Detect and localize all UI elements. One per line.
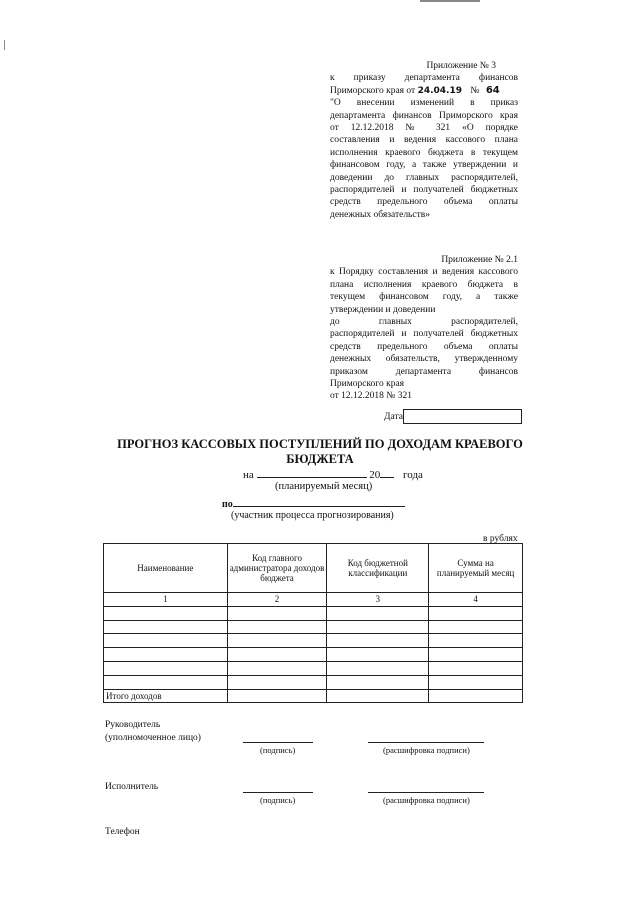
table-cell[interactable] <box>327 648 429 662</box>
appendix-3-title: Приложение № 3 <box>426 61 496 71</box>
table-cell[interactable] <box>429 620 523 634</box>
handwritten-date: 24.04.19 <box>417 85 462 96</box>
appendix-3-line: Приморского края от 24.04.19 № 64 <box>330 84 500 96</box>
participant-field[interactable] <box>233 496 405 507</box>
table-cell[interactable] <box>227 648 327 662</box>
year-field[interactable] <box>380 466 394 478</box>
appendix-2-1-line: распорядителей и получателей бюджетных <box>330 329 518 340</box>
executor-decoding-line[interactable] <box>368 792 484 793</box>
table-cell[interactable] <box>227 606 327 620</box>
table-cell[interactable] <box>227 675 327 689</box>
appendix-3-line: денежных обязательств» <box>330 209 430 220</box>
table-row <box>104 675 523 689</box>
appendix-2-1-title: Приложение № 2.1 <box>441 255 518 265</box>
table-cell[interactable] <box>429 675 523 689</box>
participant-caption: (участник процесса прогнозирования) <box>231 510 394 521</box>
handwritten-number: 64 <box>485 84 500 96</box>
appendix-2-1-line: к Порядку составления и ведения кассового <box>330 267 518 278</box>
table-cell[interactable] <box>327 689 429 703</box>
appendix-3-line: исполнения краевого бюджета в текущем <box>330 147 518 158</box>
table-cell[interactable] <box>429 606 523 620</box>
table-cell[interactable] <box>104 620 228 634</box>
header-admin-code: Код главного администратора доходов бюджета <box>227 544 327 593</box>
table-cell[interactable] <box>327 661 429 675</box>
executor-label: Исполнитель <box>105 782 159 792</box>
month-field[interactable] <box>257 466 367 478</box>
appendix-3-block <box>330 60 518 221</box>
appendix-3-line: средств предельного объема оплаты <box>330 197 518 208</box>
table-cell[interactable] <box>104 606 228 620</box>
appendix-3-line: финансовом году, а также утверждении и <box>330 160 518 171</box>
appendix-2-1-line: плана исполнения краевого бюджета в <box>330 279 518 290</box>
table-cell[interactable] <box>429 689 523 703</box>
scan-mark-top <box>420 0 480 2</box>
table-cell[interactable] <box>327 634 429 648</box>
table-cell[interactable] <box>227 634 327 648</box>
appendix-3-line: распорядителей и получателей бюджетных <box>330 185 518 196</box>
appendix-3-line: "О внесении изменений в приказ <box>330 98 518 109</box>
date-field[interactable] <box>403 409 522 424</box>
appendix-2-1-line: от 12.12.2018 № 321 <box>330 391 412 402</box>
table-header-row <box>104 544 523 593</box>
head-signature-caption: (подпись) <box>260 745 296 755</box>
table-row <box>104 661 523 675</box>
period-caption: (планируемый месяц) <box>275 481 373 492</box>
scan-mark-edge <box>4 40 5 50</box>
date-label: Дата <box>384 412 403 422</box>
total-label: Итого доходов <box>104 689 228 703</box>
head-label: Руководитель <box>105 720 161 730</box>
table-cell[interactable] <box>227 689 327 703</box>
forecast-table <box>103 543 523 703</box>
appendix-2-1-line: денежных обязательств, утвержденному <box>330 354 518 365</box>
table-total-row <box>104 689 523 703</box>
table-row <box>104 648 523 662</box>
head-decoding-caption: (расшифровка подписи) <box>383 745 470 755</box>
table-cell[interactable] <box>227 620 327 634</box>
head-sublabel: (уполномоченное лицо) <box>105 733 201 743</box>
appendix-2-1-line: до главных распорядителей, <box>330 317 518 328</box>
appendix-2-1-block <box>330 254 518 403</box>
table-number-row <box>104 593 523 607</box>
appendix-2-1-line: Приморского края <box>330 379 405 390</box>
table-cell[interactable] <box>429 634 523 648</box>
table-cell[interactable] <box>327 606 429 620</box>
head-signature-line[interactable] <box>243 742 313 743</box>
executor-signature-line[interactable] <box>243 792 313 793</box>
column-number: 4 <box>429 593 523 607</box>
column-number: 1 <box>104 593 228 607</box>
header-classification-code: Код бюджетной классификации <box>327 544 429 593</box>
appendix-2-1-line: приказом департамента финансов <box>330 366 518 377</box>
phone-label: Телефон <box>105 827 140 837</box>
header-amount: Сумма на планируемый месяц <box>429 544 523 593</box>
document-title: ПРОГНОЗ КАССОВЫХ ПОСТУПЛЕНИЙ ПО ДОХОДАМ КРАЕВОГО БЮДЖЕТА <box>117 437 523 466</box>
table-cell[interactable] <box>327 620 429 634</box>
appendix-2-1-line: утверждении и доведении <box>330 304 436 315</box>
appendix-3-line: департамента финансов Приморского края <box>330 110 518 121</box>
table-cell[interactable] <box>104 661 228 675</box>
head-decoding-line[interactable] <box>368 742 484 743</box>
table-cell[interactable] <box>429 661 523 675</box>
appendix-2-1-line: текущем финансовом году, а также <box>330 292 518 303</box>
executor-signature-caption: (подпись) <box>260 795 296 805</box>
table-cell[interactable] <box>104 675 228 689</box>
appendix-2-1-line: средств предельного объема оплаты <box>330 341 518 352</box>
table-cell[interactable] <box>104 648 228 662</box>
appendix-3-line: доведении до главных распорядителей, <box>330 172 518 183</box>
appendix-3-line: составления и ведения кассового плана <box>330 135 518 146</box>
participant-line: по <box>222 496 405 510</box>
table-cell[interactable] <box>429 648 523 662</box>
table-cell[interactable] <box>104 634 228 648</box>
table-cell[interactable] <box>327 675 429 689</box>
table-cell[interactable] <box>227 661 327 675</box>
units-label: в рублях <box>483 534 518 544</box>
column-number: 2 <box>227 593 327 607</box>
appendix-3-line: от 12.12.2018 № 321 «О порядке <box>330 123 518 134</box>
table-row <box>104 634 523 648</box>
column-number: 3 <box>327 593 429 607</box>
table-row <box>104 606 523 620</box>
executor-decoding-caption: (расшифровка подписи) <box>383 795 470 805</box>
header-name: Наименование <box>104 544 228 593</box>
table-row <box>104 620 523 634</box>
appendix-3-line: к приказу департамента финансов <box>330 73 518 84</box>
period-line: на 20 года <box>243 466 423 481</box>
